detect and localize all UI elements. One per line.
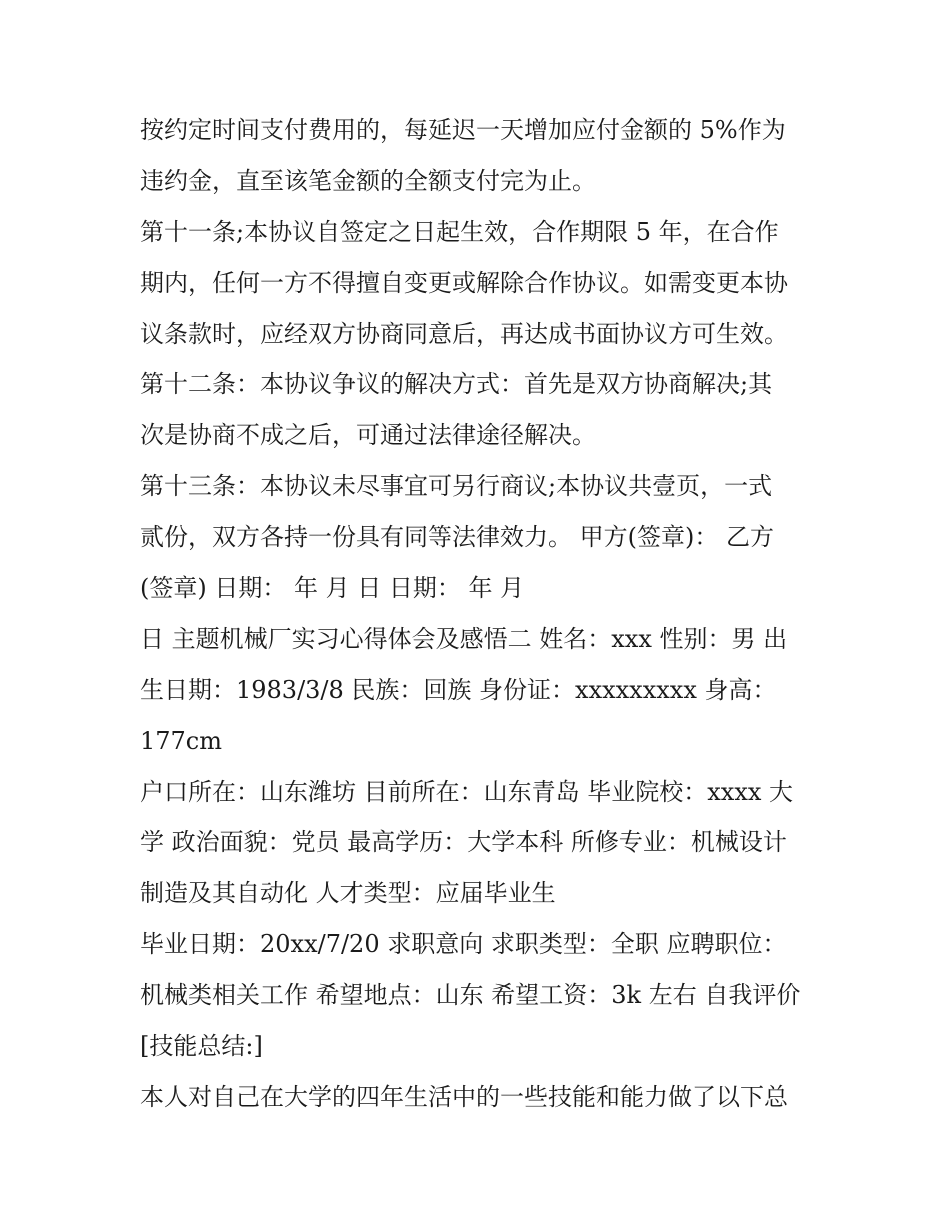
- text-line: 日 主题机械厂实习心得体会及感悟二 姓名：xxx 性别：男 出: [140, 624, 788, 653]
- text-line: 机械类相关工作 希望地点：山东 希望工资：3k 左右 自我评价: [140, 981, 801, 1010]
- text-line: 177cm: [140, 726, 223, 755]
- text-line: 按约定时间支付费用的，每延迟一天增加应付金额的 5%作为: [140, 116, 786, 144]
- document-body: [140, 105, 820, 1123]
- text-line: 贰份，双方各持一份具有同等法律效力。 甲方(签章)： 乙方: [140, 523, 774, 552]
- text-line: 议条款时，应经双方协商同意后，再达成书面协议方可生效。: [140, 319, 788, 348]
- text-line: 本人对自己在大学的四年生活中的一些技能和能力做了以下总: [140, 1082, 788, 1111]
- text-line: 户口所在：山东潍坊 目前所在：山东青岛 毕业院校：xxxx 大: [140, 777, 794, 806]
- text-line: [技能总结:]: [140, 1032, 263, 1061]
- text-line: 期内，任何一方不得擅自变更或解除合作协议。如需变更本协: [140, 268, 788, 297]
- text-line: (签章) 日期： 年 月 日 日期： 年 月: [140, 574, 525, 603]
- text-line: 毕业日期：20xx/7/20 求职意向 求职类型：全职 应聘职位：: [140, 930, 787, 959]
- text-line: 生日期：1983/3/8 民族：回族 身份证：xxxxxxxxx 身高：: [140, 675, 777, 704]
- text-line: 违约金，直至该笔金额的全额支付完为止。: [140, 166, 596, 195]
- text-line: 制造及其自动化 人才类型：应届毕业生: [140, 879, 556, 908]
- text-line: 学 政治面貌：党员 最高学历：大学本科 所修专业：机械设计: [140, 828, 787, 857]
- text-line: 第十三条：本协议未尽事宜可另行商议;本协议共壹页，一式: [140, 472, 773, 501]
- text-line: 次是协商不成之后，可通过法律途径解决。: [140, 421, 596, 450]
- text-line: 第十一条;本协议自签定之日起生效，合作期限 5 年，在合作: [140, 217, 779, 246]
- text-line: 第十二条：本协议争议的解决方式：首先是双方协商解决;其: [140, 370, 773, 399]
